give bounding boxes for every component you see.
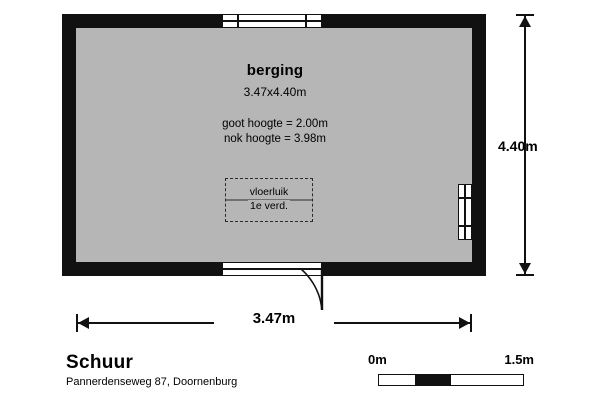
dimension-cap bbox=[516, 274, 534, 276]
ridge-height: nok hoogte = 3.98m bbox=[224, 133, 326, 145]
floor-hatch-area bbox=[225, 178, 313, 222]
window-top bbox=[222, 14, 322, 28]
window-mullion bbox=[305, 15, 307, 27]
room-label-block bbox=[140, 62, 410, 147]
scale-max-label: 1.5m bbox=[504, 352, 534, 367]
dimension-arrow-left-icon bbox=[78, 317, 89, 329]
scale-segment bbox=[415, 375, 451, 385]
dimension-arrow-right-icon bbox=[459, 317, 470, 329]
window-right bbox=[458, 184, 472, 240]
window-mullion bbox=[459, 225, 471, 227]
scale-segment bbox=[379, 375, 415, 385]
scale-labels bbox=[368, 352, 534, 368]
dimension-arrow-down-icon bbox=[519, 263, 531, 274]
scale-segment bbox=[451, 375, 487, 385]
dimension-label-height: 4.40m bbox=[498, 138, 538, 154]
dimension-cap bbox=[470, 314, 472, 332]
room-name: berging bbox=[246, 62, 304, 79]
window-mullion bbox=[237, 15, 239, 27]
dimension-arrow-up-icon bbox=[519, 16, 531, 27]
address-line: Pannerdenseweg 87, Doornenburg bbox=[66, 376, 238, 388]
dimension-label-width: 3.47m bbox=[214, 310, 334, 327]
hatch-label-text: vloerluik bbox=[249, 186, 289, 198]
room-heights bbox=[140, 117, 410, 147]
room-dimensions: 3.47x4.40m bbox=[243, 85, 307, 99]
hatch-label-text: 1e verd. bbox=[250, 200, 288, 212]
scale-segment bbox=[487, 375, 523, 385]
scale-bar bbox=[378, 374, 524, 386]
scale-min-label: 0m bbox=[368, 352, 387, 367]
window-pane-line bbox=[464, 185, 466, 239]
window-mullion bbox=[459, 197, 471, 199]
hatch-label-line1 bbox=[226, 185, 312, 199]
hatch-label-line2 bbox=[226, 199, 312, 213]
page-title: Schuur bbox=[66, 352, 134, 373]
gutter-height: goot hoogte = 2.00m bbox=[222, 118, 328, 130]
